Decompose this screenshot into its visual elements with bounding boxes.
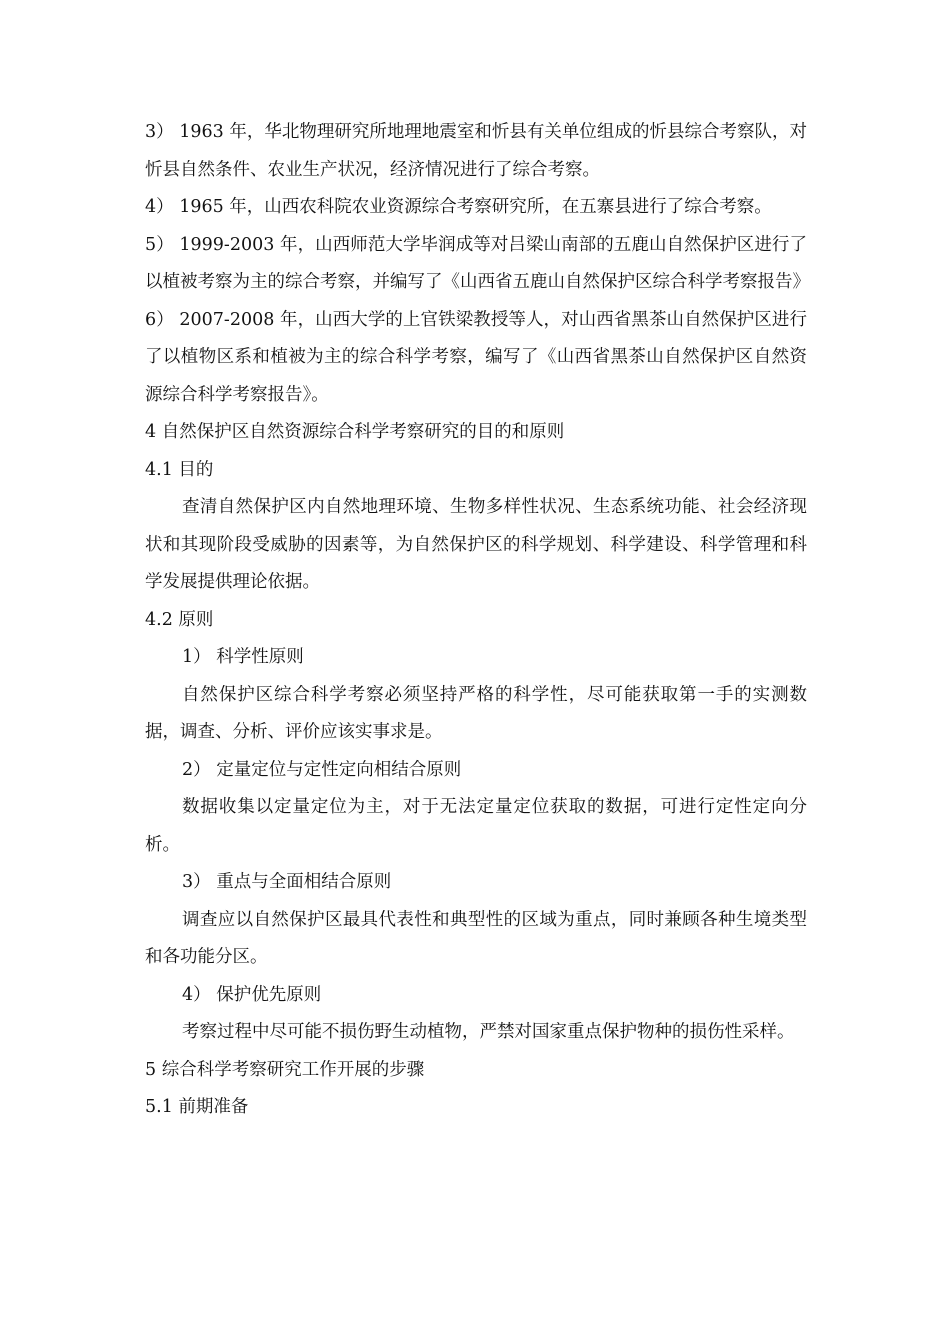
principle-1-title: 1） 科学性原则 — [182, 647, 304, 667]
principle-4-title: 4） 保护优先原则 — [182, 984, 322, 1005]
principle-3-title: 3） 重点与全面相结合原则 — [182, 872, 392, 892]
list-item-3: 3） 1963 年，华北物理研究所地理地震室和忻县有关单位组成的忻县综合考察队，对忻县自然条件、农业生产状况，经济情况进行了综合考察。 — [145, 122, 807, 180]
list-item-5: 5） 1999-2003 年，山西师范大学毕润成等对吕梁山南部的五鹿山自然保护区进行了以植被考察为主的综合考察，并编写了《山西省五鹿山自然保护区综合科学考察报告》 — [145, 234, 810, 292]
section-heading-4: 4 自然保护区自然资源综合科学考察研究的目的和原则 — [145, 422, 565, 442]
principle-2-paragraph: 数据收集以定量定位为主，对于无法定量定位获取的数据，可进行定性定向分析。 — [145, 797, 807, 855]
document-body — [145, 114, 810, 1127]
section-heading-5: 5 综合科学考察研究工作开展的步骤 — [145, 1059, 425, 1080]
subsection-heading-4-2: 4.2 原则 — [145, 609, 214, 630]
principle-1-paragraph: 自然保护区综合科学考察必须坚持严格的科学性，尽可能获取第一手的实测数据，调查、分析、评价应该实事求是。 — [145, 684, 807, 742]
principle-4-paragraph: 考察过程中尽可能不损伤野生动植物，严禁对国家重点保护物种的损伤性采样。 — [182, 1022, 795, 1042]
principle-3-paragraph: 调查应以自然保护区最具代表性和典型性的区域为重点，同时兼顾各种生境类型和各功能分区。 — [145, 909, 807, 967]
list-item-6: 6） 2007-2008 年，山西大学的上官铁梁教授等人，对山西省黑茶山自然保护区进行了以植物区系和植被为主的综合科学考察，编写了《山西省黑茶山自然保护区自然资源综合科学考察报告》。 — [145, 309, 807, 405]
purpose-paragraph: 查清自然保护区内自然地理环境、生物多样性状况、生态系统功能、社会经济现状和其现阶段受威胁的因素等，为自然保护区的科学规划、科学建设、科学管理和科学发展提供理论依据。 — [145, 497, 807, 592]
principle-2-title: 2） 定量定位与定性定向相结合原则 — [182, 759, 462, 780]
subsection-heading-4-1: 4.1 目的 — [145, 459, 214, 480]
subsection-heading-5-1: 5.1 前期准备 — [145, 1097, 249, 1117]
list-item-4: 4） 1965 年，山西农科院农业资源综合考察研究所，在五寨县进行了综合考察。 — [145, 197, 772, 217]
